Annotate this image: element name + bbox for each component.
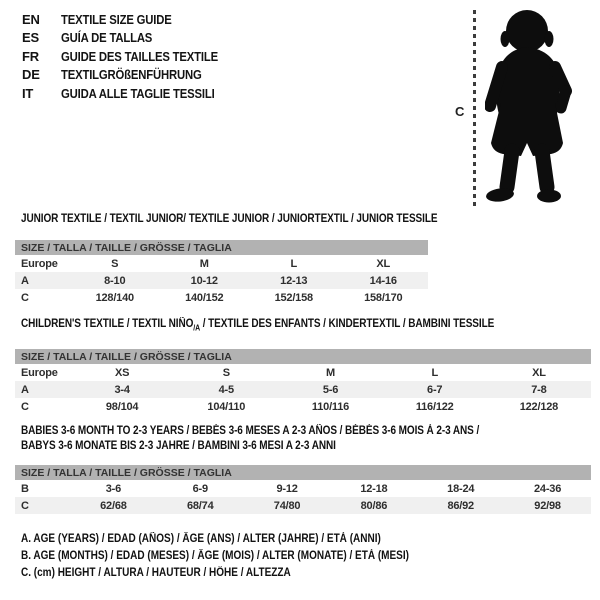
- size-header-text: SIZE / TALLA / TAILLE / GRÖSSE / TAGLIA: [21, 350, 232, 363]
- language-code: ES: [22, 30, 39, 46]
- size-cell: S: [111, 257, 119, 270]
- row-label: A: [21, 383, 29, 396]
- age-cell: 8-10: [104, 274, 126, 287]
- language-row-es: [22, 29, 241, 48]
- language-label: GUIDE DES TAILLES TEXTILE: [61, 48, 218, 64]
- height-cell: 104/110: [207, 400, 246, 413]
- language-code: IT: [22, 85, 34, 101]
- language-code: DE: [22, 67, 40, 83]
- size-cell: L: [431, 366, 438, 379]
- height-cell: 128/140: [95, 291, 134, 304]
- row-label: B: [21, 482, 29, 495]
- figure-height-label: C: [455, 104, 465, 119]
- table-title-line2: BABYS 3-6 MONATE BIS 2-3 JAHRE / BAMBINI 3-6 MESI A 2-3 ANNI: [21, 440, 336, 452]
- language-label: GUÍA DE TALLAS: [61, 30, 153, 46]
- size-header-bar: [15, 349, 591, 364]
- language-title-list: [22, 10, 241, 103]
- row-label: Europe: [21, 366, 58, 379]
- table-title-text: [21, 317, 494, 335]
- language-row-de: [22, 66, 241, 85]
- row-label: C: [21, 400, 29, 413]
- footnote-text: B. AGE (MONTHS) / EDAD (MESES) / ÂGE (MOIS) / ALTER (MONATE) / ETÀ (MESI): [21, 550, 409, 562]
- size-table-babies: [15, 424, 591, 514]
- language-code: FR: [22, 48, 39, 64]
- height-cell: 98/104: [105, 400, 139, 413]
- toddler-silhouette-image: [485, 7, 595, 207]
- age-cell: 6-7: [427, 383, 443, 396]
- table-title-text: JUNIOR TEXTILE / TEXTIL JUNIOR/ TEXTILE JUNIOR / JUNIORTEXTIL / JUNIOR TESSILE: [21, 213, 438, 225]
- age-cell: 9-12: [276, 482, 298, 495]
- size-header-text: SIZE / TALLA / TAILLE / GRÖSSE / TAGLIA: [21, 241, 232, 254]
- table-row: [15, 381, 591, 398]
- size-cell: S: [222, 366, 230, 379]
- size-header-text: SIZE / TALLA / TAILLE / GRÖSSE / TAGLIA: [21, 466, 232, 479]
- age-cell: 3-4: [114, 383, 130, 396]
- language-code: EN: [22, 11, 40, 27]
- table-row: [15, 398, 591, 415]
- table-title: [15, 212, 438, 226]
- footnote-text: A. AGE (YEARS) / EDAD (AÑOS) / ÂGE (ANS) / ALTER (JAHRE) / ETÀ (ANNI): [21, 533, 381, 545]
- height-cell: 80/86: [360, 499, 388, 512]
- age-cell: 6-9: [192, 482, 208, 495]
- footnote-a: [21, 533, 467, 550]
- language-row-fr: [22, 47, 241, 66]
- age-cell: 18-24: [447, 482, 475, 495]
- size-cell: XS: [114, 366, 130, 379]
- table-title: [15, 424, 591, 454]
- language-label: TEXTILGRÖßENFÜHRUNG: [61, 67, 202, 83]
- size-header-bar: [15, 465, 591, 480]
- footnote-text: C. (cm) HEIGHT / ALTURA / HAUTEUR / HÖHE / ALTEZZA: [21, 567, 291, 579]
- size-cell: XL: [376, 257, 391, 270]
- height-cell: 152/158: [274, 291, 313, 304]
- row-label: C: [21, 499, 29, 512]
- row-label: A: [21, 274, 29, 287]
- height-cell: 68/74: [186, 499, 214, 512]
- table-row: [15, 272, 428, 289]
- footnote-c: [21, 567, 467, 584]
- height-cell: 62/68: [100, 499, 127, 512]
- title-post: / TEXTILE DES ENFANTS / KINDERTEXTIL / BAMBINI TESSILE: [200, 318, 495, 330]
- size-cell: M: [326, 366, 335, 379]
- title-pre: CHILDREN'S TEXTILE / TEXTIL NIÑO: [21, 318, 194, 330]
- height-cell: 92/98: [534, 499, 561, 512]
- age-cell: 3-6: [105, 482, 122, 495]
- age-cell: 14-16: [369, 274, 397, 287]
- language-row-en: [22, 10, 241, 29]
- size-table-junior: [15, 212, 438, 306]
- table-row: [15, 480, 591, 497]
- table-row: [15, 289, 428, 306]
- age-cell: 10-12: [190, 274, 218, 287]
- age-cell: 7-8: [531, 383, 547, 396]
- size-cell: L: [290, 257, 298, 270]
- language-label: GUIDA ALLE TAGLIE TESSILI: [61, 85, 215, 101]
- age-cell: 12-18: [360, 482, 388, 495]
- table-title: [15, 317, 591, 335]
- height-cell: 74/80: [273, 499, 301, 512]
- row-label: C: [21, 291, 29, 304]
- height-cell: 158/170: [364, 291, 403, 304]
- table-row: [15, 364, 591, 381]
- height-cell: 140/152: [185, 291, 224, 304]
- age-cell: 24-36: [533, 482, 562, 495]
- title-subscript: /A: [193, 323, 201, 333]
- age-cell: 4-5: [218, 383, 234, 396]
- table-title-line1: BABIES 3-6 MONTH TO 2-3 YEARS / BEBÉS 3-6 MESES A 2-3 AÑOS / BÉBÉS 3-6 MOIS À 2-3 ANS /: [21, 425, 480, 437]
- table-row: [15, 497, 591, 514]
- size-cell: M: [199, 257, 209, 270]
- age-cell: 12-13: [280, 274, 308, 287]
- footnote-b: [21, 550, 467, 567]
- language-row-it: [22, 84, 241, 103]
- size-header-bar: [15, 240, 428, 255]
- height-cell: 110/116: [311, 400, 350, 413]
- height-dashed-line: [473, 10, 476, 207]
- height-cell: 86/92: [447, 499, 474, 512]
- footnote-list: [21, 533, 467, 584]
- size-cell: XL: [532, 366, 546, 379]
- table-row: [15, 255, 428, 272]
- language-label: TEXTILE SIZE GUIDE: [61, 11, 172, 27]
- age-cell: 5-6: [322, 383, 339, 396]
- height-cell: 122/128: [519, 400, 559, 413]
- height-cell: 116/122: [415, 400, 454, 413]
- size-table-children: [15, 317, 591, 415]
- row-label: Europe: [21, 257, 58, 270]
